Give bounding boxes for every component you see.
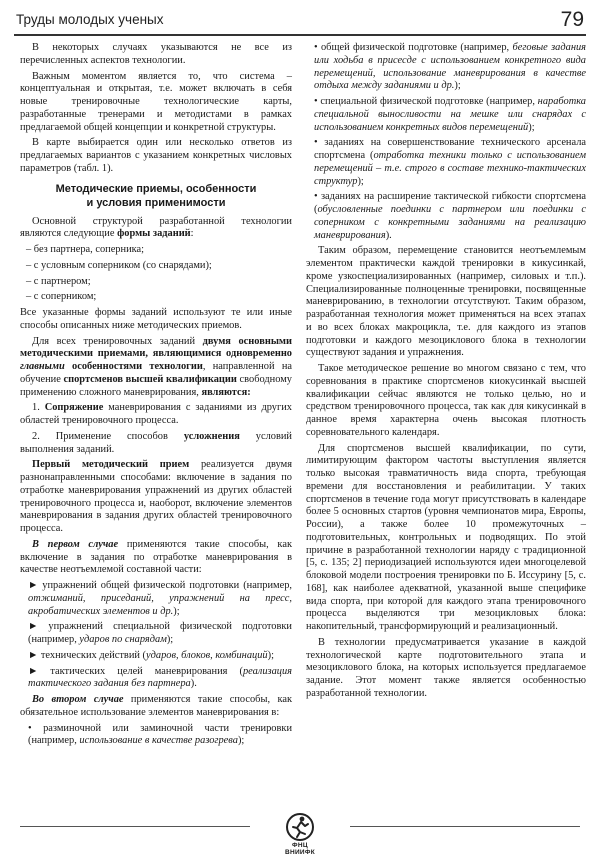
paragraph xyxy=(20,539,292,577)
paragraph xyxy=(20,431,292,457)
bold-term: Сопряжение xyxy=(44,402,104,414)
bold-term: являются: xyxy=(201,386,251,398)
text-span: 1. xyxy=(32,402,45,414)
list-item: – с партнером; xyxy=(26,275,91,287)
italic-text: отработка техники только с использованием перемещений – т.е. строго в составе технико-тактических структур xyxy=(314,150,586,187)
paragraph: В карте выбирается один или несколько ответов из предлагаемых вариантов с указанием конкретных числовых параметров (табл. 1). xyxy=(20,137,292,174)
bold-italic-term: Во втором случае xyxy=(32,694,124,705)
paragraph xyxy=(20,216,292,242)
bold-term: усложнения xyxy=(183,430,240,442)
journal-title: Труды молодых ученых xyxy=(16,12,164,27)
text-span: применяются такие способы, как обязательное использование элементов маневрирования в: xyxy=(20,694,292,718)
text-span: ► технических действий ( xyxy=(28,649,147,661)
bullet-item xyxy=(20,723,292,749)
footer-rule-left xyxy=(20,826,250,827)
bullet-item xyxy=(306,96,586,134)
running-header xyxy=(14,8,586,36)
text-span: • заданиях на совершенствование технического арсенала спортсмена ( xyxy=(314,137,586,161)
text-span: ► упражнений специальной физической подготовки (например, xyxy=(28,621,292,645)
paragraph xyxy=(20,459,292,536)
text-span: ► тактических целей маневрирования ( xyxy=(28,665,243,677)
text-span: ► упражнений общей физической подготовки (например, xyxy=(28,580,292,591)
paragraph: В технологии предусматривается указание в каждой технологической карте подготовительного этапа и мезоциклового блока, на которых используется предлагаемое задание. Этот момент также является особенностью разработанной технологии. xyxy=(306,636,586,699)
text-span: ); xyxy=(166,634,174,645)
text-span: применяются такие способы, как включение в задания по отработке маневрирования в качестве неотъемлемой составной части: xyxy=(20,538,292,576)
logo-caption: ФНЦ ВНИИФК xyxy=(284,842,316,856)
left-column xyxy=(20,42,292,751)
text-span: • заданиях на расширение тактической гибкости спортсмена ( xyxy=(314,191,586,215)
text-span: • специальной физической подготовке (например, xyxy=(314,96,538,107)
text-span: свободному применению сложного маневрирования, xyxy=(20,373,292,398)
text-span: , направленной на обучение xyxy=(20,361,292,385)
paragraph xyxy=(20,694,292,720)
list-item: – с условным соперником (со снарядами); xyxy=(26,259,212,271)
bold-term: двумя основными методическими приемами, являющимися одновременно xyxy=(20,335,292,360)
right-column xyxy=(306,42,586,704)
bullet-item xyxy=(306,137,586,188)
paragraph: В некоторых случаях указываются не все из перечисленных аспектов технологии. xyxy=(20,42,292,66)
bullet-item xyxy=(20,666,292,692)
bold-italic-term: В первом случае xyxy=(32,538,119,550)
text-span: маневрирования с заданиями из других областей тренировочного процесса. xyxy=(20,402,292,426)
italic-text: отжиманий, приседаний, упражнений на пресс, акробатических элементов и др. xyxy=(28,592,292,617)
bold-term: Первый методический прием xyxy=(32,459,190,471)
paragraph xyxy=(20,402,292,428)
italic-text: ударов, блоков, комбинаций xyxy=(146,649,268,661)
italic-text: ударов по снарядам xyxy=(79,634,167,645)
list-item: – без партнера, соперника; xyxy=(26,244,145,255)
runner-emblem-icon xyxy=(285,812,315,842)
bullet-item xyxy=(20,621,292,647)
text-span: 2. Применение способов xyxy=(32,430,184,442)
publisher-logo xyxy=(279,812,321,860)
list-item: – с соперником; xyxy=(26,291,97,303)
text-span: ). xyxy=(385,229,392,241)
section-heading-line: и условия применимости xyxy=(86,196,226,209)
paragraph: Важным моментом является то, что система – концептуальная и открытая, т.е. может включать в себя новые тренировочные технологические карты, разработанные тренерами и методистами в рамках предлагаемой общей концепции и конкретной структуры. xyxy=(20,70,292,133)
italic-text: беговые задания или ходьба в присесде с использованием конкретного вида перемещений, использование маневрирования в качестве отдыха между заданиями и др. xyxy=(314,42,586,92)
bullet-item xyxy=(20,580,292,618)
text-span: • разминочной или заминочной части тренировки (например, xyxy=(28,722,292,747)
text-span: ); xyxy=(267,649,274,661)
bullet-item xyxy=(306,191,586,242)
text-span: ). xyxy=(190,678,197,690)
footer-rule-right xyxy=(350,826,580,827)
paragraph: Все указанные формы заданий используют те или иные способы описанных ниже методических приемов. xyxy=(20,307,292,331)
bold-term: спортсменов высшей квалификации xyxy=(63,373,237,385)
italic-text: реализация тактического задания без партнера xyxy=(28,665,292,690)
bold-term: особенностями технологии xyxy=(64,361,203,372)
paragraph: Таким образом, перемещение становится неотъемлемым элементом практически каждой тренировки в кикусинкай, кроме узкоспециализированных (например, силовых и т.п.). Специализированные полноценные тренировки, посвященные маневрированию, в технологии отсутствуют. Таким образом, разработанная технология может применяться на всех этапах и во всех блоках макроцикла, т.е. для каждого из этапов подготовки и каждого мезоциклового блока в технологии существуют задания и упражнения. xyxy=(306,245,586,359)
text-span: ); xyxy=(528,121,535,133)
text-span: ); xyxy=(454,80,461,92)
text-span: Основной структурой разработанной технологии являются следующие xyxy=(20,215,292,240)
text-span: ); xyxy=(237,735,245,747)
text-span: ); xyxy=(357,175,364,187)
paragraph: Для спортсменов высшей квалификации, по сути, лимитирующим фактором частоты выступления является только высокая травматичность вида спорта, требующая времени для восстановления и реабилитации. У таких спортсменов в течение года могут присутствовать в календаре более 5 основных стартов (уровня чемпионатов мира, Европы, России), а также более 10 промежуточных – подготовительных, контрольных и подводящих. По этой причине в разработанной технологии наряду с традиционной [5, с. 135; 2] периодизацией используются идеи многоцелевой блоковой модели построения тренировки по Б. Иссурину [5, с. 168], как наиболее адекватной, указанной выше специфике вида спорта, при которой для каждого этапа тренировочного процесса выделяются три мезоцикловых блока: накопительный, трансформирующий и реализационный. xyxy=(306,442,586,632)
section-heading xyxy=(20,182,292,210)
text-span: • общей физической подготовке (например, xyxy=(314,42,513,53)
bullet-item xyxy=(306,42,586,93)
italic-text: использование в качестве разогрева xyxy=(79,735,238,747)
page-number: 79 xyxy=(560,8,584,31)
text-span: : xyxy=(190,228,194,240)
section-heading-line: Методические приемы, особенности xyxy=(55,182,257,195)
bold-term: формы заданий xyxy=(117,228,191,240)
bullet-item xyxy=(20,650,292,663)
text-span: Для всех тренировочных заданий xyxy=(32,335,203,347)
text-span: ); xyxy=(173,605,180,617)
paragraph: Такое методическое решение во многом связано с тем, что соревнования в практике спортсменов киокусинкай высшей квалификации сейчас являются не только целью, но и средством тренировочного процесса, так как для кикусинкай в данное время характерна очень высокая плотность соревновательного календаря. xyxy=(306,363,586,438)
italic-text: наработка специальной выносливости на мешке или снарядах с использованием конкретных видов перемещений xyxy=(314,96,586,133)
text-span: реализуется двумя разнонаправленными способами: включение в задания по отработке маневрирования упражнений из других областей тренировочного процесса и, наоборот, включение элементов маневрирования в задания других областей тренировочного процесса. xyxy=(20,459,292,534)
paragraph xyxy=(20,336,292,400)
bold-italic-term: главными xyxy=(20,361,65,372)
text-span: условий выполнения заданий. xyxy=(20,430,292,455)
italic-text: обусловленные поединки с партнером или поединки с соперником с конкретными заданиями на реализацию маневрирования xyxy=(314,204,586,241)
